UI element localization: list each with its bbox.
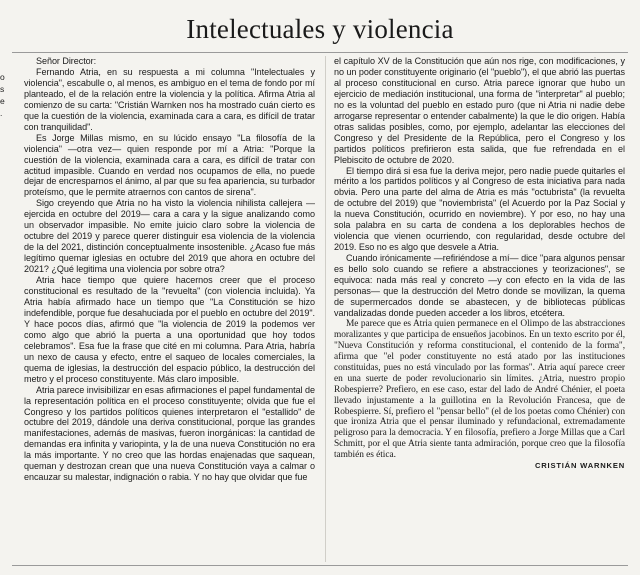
paragraph: Sigo creyendo que Atria no ha visto la violencia nihilista callejera —ejercida en octubre del 2019— cara a cara y la sigue analizando como un observador impasible. No emite juicio claro sobre la violencia de octubre del 2019 y parece querer distinguir esa violencia de la violencia de la del 2021, distinción conceptualmente insostenible. ¿Acaso fue más legítimo quemar iglesias en octubre del 2019 que ahora en octubre del 2021? ¿Qué legitima una violencia por sobre otra? <box>24 198 315 275</box>
letter-column-right <box>334 56 625 562</box>
bottom-rule <box>12 565 628 566</box>
edge-fragment: s <box>0 84 5 94</box>
edge-fragment: e <box>0 96 5 106</box>
paragraph: El tiempo dirá si esa fue la deriva mejor, pero nadie puede quitarles el mérito a los partidos políticos y al Congreso de esta iniciativa para nada obvia. Pero una parte del alma de Atria es más "octubrista" (la revuelta de octubre del 2019) que "noviembrista" (el Acuerdo por la Paz Social y la nueva Constitución, ocurrido en noviembre). Y por eso, no hay una sola palabra en su carta de condena a los deplorables hechos de violencia que vienen ocurriendo, con regularidad, desde octubre del 2019. Eso no es algo que desvele a Atria. <box>334 165 625 253</box>
paragraph: Atria hace tiempo que quiere hacernos creer que el proceso constitucional es resultado de la "revuelta" (con violencia incluida). Ya Atria había afirmado hace un tiempo que "La Constitución se hizo indefendible, porque fue desahuciada por el pueblo en octubre del 2019". Y hace pocos días, afirmó que "la violencia de 2019 la podemos ver como algo que abrió la puerta a una oportunidad que hoy todos celebramos". Esa fue la frase que cité en mi columna. Para Atria, habría un nexo de causa y efecto, entre el saqueo de locales comerciales, la quema de iglesias, la destrucción del espacio público, la destrucción del metro y el proceso constituyente. Más claro imposible. <box>24 275 315 384</box>
paragraph: Fernando Atria, en su respuesta a mi columna "Intelectuales y violencia", escabulle o, al menos, es ambiguo en el tema de fondo por mí planteado, el de la relación entre la violencia y la política. Afirma Atria al comienzo de su carta: "Cristián Warnken nos ha mostrado cuán cierto es que la cuestión de la violencia, examinada cara a cara, es difícil de tratar con tranquilidad". <box>24 66 315 132</box>
paragraph: el capítulo XV de la Constitución que aún nos rige, con modificaciones, y no un poder constituyente originario (el "pueblo"), el que abrió las puertas al proceso constitucional en curso. Atria parece ignorar que hubo un ejercicio de mediación institucional, una forma de "interpretar" al pueblo; no es la voluntad del pueblo en estado puro (que ni Atria ni nadie debe arrogarse representar o entender cabalmente) la que le dio origen. Había otras salidas posibles, como, por ejemplo, adelantar las elecciones del Congreso y del Presidente de la República, pero el Congreso y los partidos políticos prefirieron esta salida, que fue refrendada en el Plebiscito de octubre de 2020. <box>334 56 625 165</box>
edge-fragment: . <box>0 108 3 118</box>
letter-column-left <box>24 56 315 562</box>
paragraph: Atria parece invisibilizar en esas afirmaciones el papel fundamental de la representación política en el proceso constituyente; olvida que fue el Congreso y los partidos políticos quienes interpretaron el "estallido" de octubre del 2019, dándole una deriva constitucional, porque las grandes manifestaciones, además de masivas, fueron inorgánicas: la cantidad de demandas era infinita y variopinta, y la de una nueva Constitución no era la más importante. Y no creo que las hordas enajenadas que saquean, queman y destrozan crean que una nueva Constitución vaya a calmar o encauzar su malestar, indignación o rabia. Y no hay que olvidar que fue <box>24 384 315 483</box>
salutation: Señor Director: <box>36 56 97 66</box>
paragraph: Me parece que es Atria quien permanece en el Olimpo de las abstracciones moralizantes y que participa de ensueños jacobinos. En un texto escrito por él, "Nueva Constitución y reforma constitucional, el contenido de la forma", afirma que "el poder constituyente no está atado por las instituciones constituidas, pues no está vinculado por las formas". Atria aquí parece creer en una suerte de poder revolucionario sin límites. ¿Atria, nuestro propio Robespierre? Prefiero, en ese caso, estar del lado de André Chénier, el poeta llevado injustamente a la guillotina en la Revolución Francesa, que de Robespierre. Sí, prefiero el "pensar bello" (el de los poetas como Chénier) con que ironiza Atria que el pensar iluminado y refundacional, extremadamente peligroso para la democracia. Y en filosofía, prefiero a Jorge Millas que a Carl Schmitt, por el que Atria siente tanta admiración, porque creo que la filosofía también es ética. <box>334 318 625 461</box>
author-signature: CRISTIÁN WARNKEN <box>534 461 625 471</box>
paragraph: Es Jorge Millas mismo, en su lúcido ensayo "La filosofía de la violencia" —otra vez— quien responde por mí a Atria: "Porque la cuestión de la violencia, examinada cara a cara, es difícil de tratar con actitud impasible. Cuando en verdad nos ocupamos de ella, no puede dejar de encresparnos el ánimo, al par que su fea apariencia, su turbador proteísmo, que le permite atraernos con cantos de sirena". <box>24 132 315 198</box>
column-separator <box>325 56 326 562</box>
edge-fragment: o <box>0 72 5 82</box>
paragraph: Cuando irónicamente —refiriéndose a mí— dice "para algunos pensar es bello solo cuando se refiere a abstracciones y teorizaciones", se equivoca: nada más real y concreto —y con efecto en la vida de las personas— que la destrucción del Metro donde se movilizan, la quema de supermercados donde se abastecen, y de bibliotecas públicas vandalizadas donde pueden acceder a los libros, etcétera. <box>334 253 625 318</box>
top-rule <box>12 52 628 53</box>
page-title: Intelectuales y violencia <box>186 14 454 44</box>
